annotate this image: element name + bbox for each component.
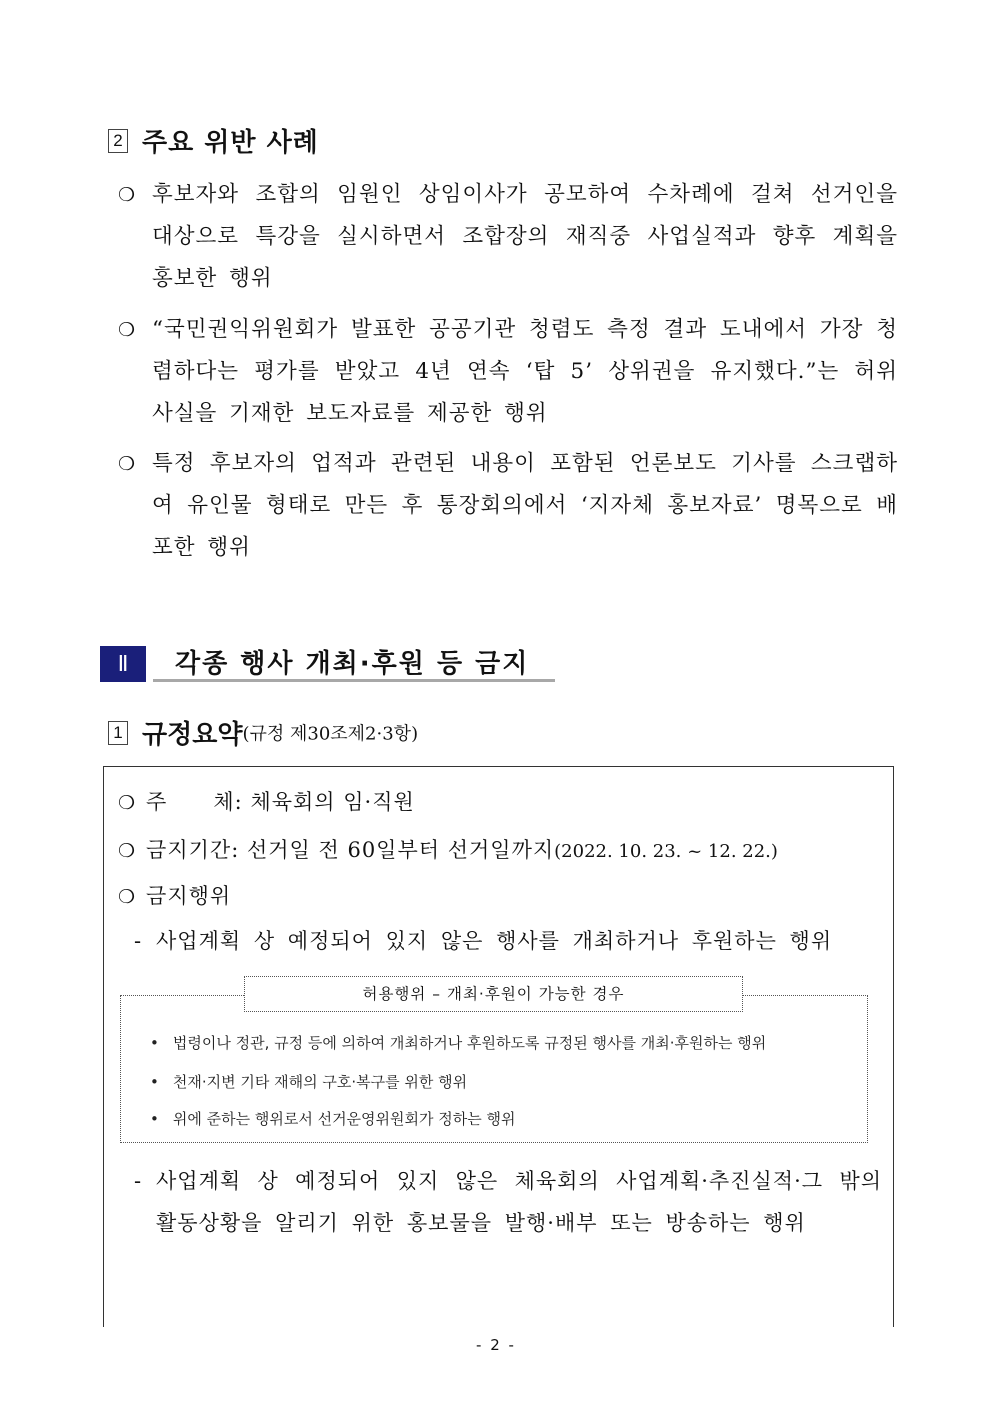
bullet-icon: ❍ (118, 886, 137, 908)
section-reference: (규정 제30조제2·3항) (242, 723, 419, 745)
period-label: 금지기간: (146, 838, 240, 862)
act-text: 사업계획 상 예정되어 있지 않은 행사를 개최하거나 후원하는 행위 (156, 929, 833, 953)
allowed-item: • 천재·지변 기타 재해의 구호·복구를 위한 행위 (150, 1073, 468, 1091)
dot-icon: • (150, 1073, 159, 1091)
dash-mark: - (134, 1169, 143, 1193)
violation-text: 특정 후보자의 업적과 관련된 내용이 포함된 언론보도 기사를 스크랩하여 유인물 형태로 만든 후 통장회의에서 ‘지자체 홍보자료’ 명목으로 배포한 행위 (152, 451, 898, 560)
section-title: 규정요약 (142, 720, 243, 750)
violation-item-3 (118, 443, 898, 569)
violation-text: 후보자와 조합의 임원인 상임이사가 공모하여 수차례에 걸쳐 선거인을 대상으로 특강을 실시하면서 조합장의 재직중 사업실적과 향후 계획을 홍보한 행위 (152, 182, 898, 291)
allowed-item: • 위에 준하는 행위로서 선거운영위원회가 정하는 행위 (150, 1110, 516, 1128)
period-dates: (2022. 10. 23. ~ 12. 22.) (554, 841, 778, 862)
subject-line (118, 786, 415, 816)
prohibited-act-1 (134, 920, 882, 962)
dash-mark: - (134, 929, 143, 953)
chapter-underline (153, 679, 555, 682)
bullet-icon: ❍ (118, 453, 136, 475)
dot-icon: • (150, 1110, 159, 1128)
violation-text: “국민권익위원회가 발표한 공공기관 청렴도 측정 결과 도내에서 가장 청렴하다는 평가를 받았고 4년 연속 ‘탑 5’ 상위권을 유지했다.”는 허위 사실을 기재한 보도자료를 제공한 행위 (152, 317, 898, 426)
allowed-acts-title: 허용행위 – 개최·후원이 가능한 경우 (244, 976, 743, 1012)
bullet-icon: ❍ (118, 319, 136, 341)
bullet-icon: ❍ (118, 184, 136, 206)
prohibited-act-2 (134, 1160, 882, 1244)
allowed-item: • 법령이나 정관, 규정 등에 의하여 개최하거나 후원하도록 규정된 행사를 개최·후원하는 행위 (150, 1034, 767, 1052)
chapter-title: 각종 행사 개최·후원 등 금지 (175, 649, 530, 679)
dot-icon: • (150, 1034, 159, 1052)
bullet-icon: ❍ (118, 840, 137, 862)
page-number: - 2 - (476, 1336, 516, 1354)
section-2-heading (108, 122, 319, 159)
subject-label: 주 체: (146, 790, 243, 814)
acts-line (118, 880, 231, 910)
section-number-box: 2 (108, 129, 128, 153)
act-text: 사업계획 상 예정되어 있지 않은 체육회의 사업계획·추진실적·그 밖의 활동상황을 알리기 위한 홍보물을 발행·배부 또는 방송하는 행위 (156, 1169, 882, 1235)
violation-item-2 (118, 309, 898, 435)
violation-item-1 (118, 174, 898, 300)
period-value: 선거일 전 60일부터 선거일까지 (246, 838, 555, 862)
subject-value: 체육회의 임·직원 (250, 790, 415, 814)
period-line (118, 834, 778, 864)
acts-label: 금지행위 (146, 884, 232, 908)
section-1-heading (108, 714, 418, 751)
bullet-icon: ❍ (118, 792, 137, 814)
section-number-box: 1 (108, 721, 128, 745)
chapter-number-box: Ⅱ (100, 646, 146, 682)
section-title: 주요 위반 사례 (142, 128, 319, 158)
